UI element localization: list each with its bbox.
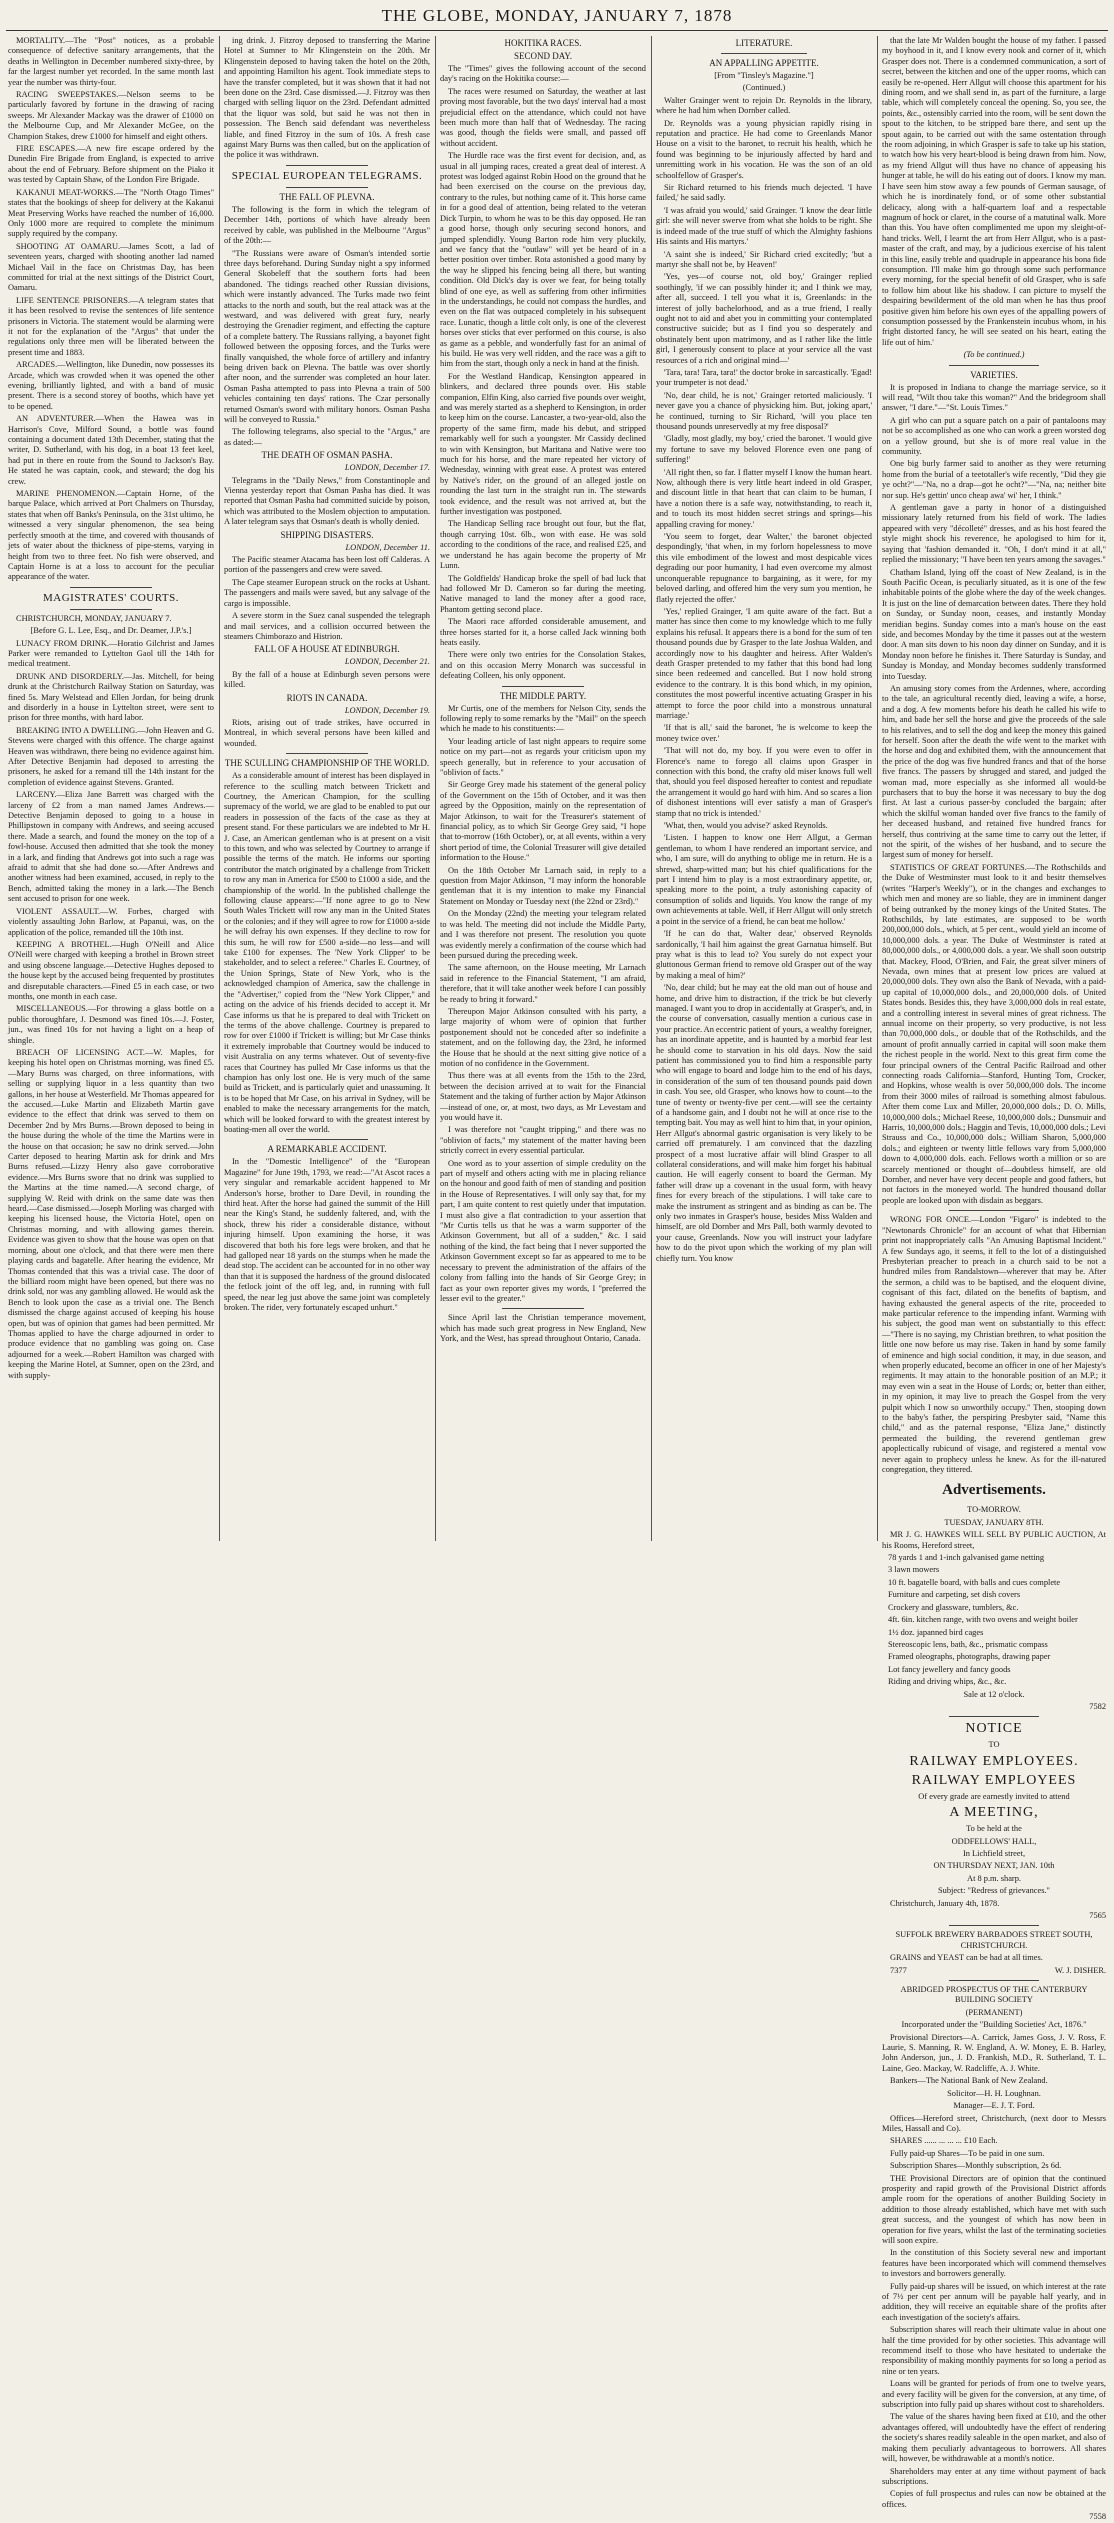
paragraph: Solicitor—H. H. Loughnan. <box>947 2088 1041 2098</box>
article-subheading: SECOND DAY. <box>513 51 573 61</box>
paragraph: LARCENY.—Eliza Jane Barrett was charged with the larceny of £2 from a man named James Andrews.—Detective Benjamin deposed to going to a house in Phillipstown in company with Andrews, and seeing accused there. Made a search, and found the money on the top of a fowl-house. Accused then admitted that she took the money in a lark, and finding that Andrews got into such a rage was afraid to admit that she had done so.—After Andrews and another witness had been examined, accused, in reply to the Bench, admitted taking the money in a lark.—The Bench sent accused to prison for one week. <box>8 790 214 904</box>
paragraph: 'What, then, would you advise?' asked Reynolds. <box>664 821 828 831</box>
paragraph: VIOLENT ASSAULT.—W. Forbes, charged with violently assaulting John Barlow, at Papanui, was, on the application of the police, remanded till the 10th inst. <box>8 906 214 937</box>
paragraph: The Goldfields' Handicap broke the spell of bad luck that had followed Mr D. Cameron so far during the meeting. Native managed to land the money after a good race, Phantom getting second place. <box>440 573 646 614</box>
paragraph: AN ADVENTURER.—When the Hawea was in Harrison's Cove, Milford Sound, a bottle was found containing a document dated 13th December, stating that the writer, D. Sutherland, with his dog, in a boat 13 feet keel, had put in there en route from the Sound to Jackson's Bay. He stated he was captain, cook, and steward; the dog his crew. <box>8 414 214 486</box>
column-rule <box>651 36 652 1541</box>
paragraph: Mr Curtis, one of the members for Nelson City, sends the following reply to some remarks by the "Mail" on the speech which he made to his constituents:— <box>440 703 646 734</box>
paragraph: 'If he can do that, Walter dear,' observed Reynolds sardonically, 'I hail him against the great Garnatua himself. But pray what is this to lead to? You surely do not expect your gluttonous German friend to remove old Grasper out of the way by making a meal of him?' <box>656 929 872 980</box>
paragraph: SHARES ...... ... ... ... £10 Each. <box>890 2136 998 2146</box>
list-item: Crockery and glassware, tumblers, &c. <box>888 1602 1019 1612</box>
paragraph: 'Yes, yes—of course not, old boy,' Grainger replied soothingly, 'if we can possibly hinder it; and I think we may, after all, succeed. I tell you what it is, Greenlands: in the interest of jolly bachelorhood, and as a true friend, I really ought not to aid and abet you in committing your contemplated constructive suicide; but as I find you so desperately and obstinately bent upon matrimony, and as I rather like the little girl, I generously consent to place at your service all the vast resources of a rich and original mind—' <box>656 272 872 365</box>
paragraph: 'Gladly, most gladly, my boy,' cried the baronet. 'I would give my fortune to save my beloved Florence even one pang of suffering!' <box>656 434 872 465</box>
article-heading: THE SCULLING CHAMPIONSHIP OF THE WORLD. <box>224 758 430 769</box>
paragraph: The same afternoon, on the House meeting, Mr Larnach said in reference to the Financial Statement, "I am afraid, therefore, that it will take another week before I can possibly be ready to bring it forward." <box>440 963 646 1004</box>
paragraph: 'No, dear child; but he may eat the old man out of house and home, and drive him to distraction, if the trick be but cleverly managed. I want you to drop in accidentally at Grasper's, and, in the course of conversation, casually mention a curious case in your practice. An eccentric patient of yours, a wealthy foreigner, has an inordinate appetite, and is haunted by a morbid fear lest he should come to starvation in his old days. Now the said patient has commissioned you to find him a responsible party who will engage to board and lodge him to the end of his days, in consideration of the sum of ten thousand pounds paid down in cash. You see, old Grasper, who knows how to count—to the tune of twenty or twenty-five per cent.—will see the certainty of a handsome gain, and I doubt not he will at once rise to the tempting bait. You may as well hint to him that, in your opinion, Herr Allgut's abnormal gastric organisation is very likely to be carried off prematurely. I am convinced that the dazzling prospect of a most lucrative affair will blind Grasper to all collateral considerations, and will make him forget his habitual caution. He will eagerly consent to board the German. My father will draw up a covenant in the usual form, with heavy fines for every breach of the stipulations. I will take care to make the instrument as stringent and as binding as can be. The only two inmates in Grasper's house, besides Miss Walden and himself, are old Dornber and Mrs Pall, both warmly devoted to your cause, Greenlands. Now you will instruct your ladyfare how to do the pivot upon which the working of my plan will chiefly turn. You know <box>656 983 872 1263</box>
paragraph: MARINE PHENOMENON.—Captain Horne, of the barque Palace, which arrived at Port Chalmers on Thursday, states that when off Banks's Peninsula, on the 31st ultimo, he witnessed a very singular phenomenon, the sea being perfectly smooth at the time, and covered with thousands of jets of water about the thickness of pipe-stems, varying in height from two to three feet. No fish were observed, and Captain Horne is at a loss to account for the peculiar appearance of the water. <box>8 489 214 582</box>
column-2 <box>224 36 430 1541</box>
paragraph: One word as to your assertion of simple credulity on the part of myself and others acting with me in placing reliance on the honour and good faith of men of standing and position in the House of Representatives. I will only say that, for my part, I am quite content to rest quietly under that imputation. I must also give a flat contradiction to your assertion that "Mr Curtis tells us that he was a warm supporter of the Atkinson Government, but all of a sudden," &c. I said nothing of the kind, the fact being that I never supported the Atkinson Government except so far as appeared to me to be necessary to prevent the administration of the affairs of the colony from falling into the hands of Sir George Grey; in fact as your own reporter gives my words, I "preferred the lesser evil to the greater." <box>440 1158 646 1303</box>
masthead: THE GLOBE, MONDAY, JANUARY 7, 1878 <box>381 6 733 25</box>
divider <box>949 1925 1039 1926</box>
list-item: Stereoscopic lens, bath, &c., prismatic compass <box>888 1639 1048 1649</box>
section-heading: LITERATURE. <box>735 38 793 48</box>
paragraph: MISCELLANEOUS.—For throwing a glass bottle on a public thoroughfare, J. Desmond was fined 10s.—J. Foster, jun., was fined 10s for not having a light on a heap of shingle. <box>8 1004 214 1045</box>
paragraph: Subscription Shares—Monthly subscription, 2s 6d. <box>890 2161 1062 2171</box>
article-heading: VARIETIES. <box>970 369 1018 380</box>
article-heading: RIOTS IN CANADA. <box>286 692 368 703</box>
divider <box>286 753 368 754</box>
divider <box>286 1139 368 1140</box>
divider <box>286 187 368 188</box>
brewery-heading: SUFFOLK BREWERY BARBADOES STREET SOUTH, CHRISTCHURCH. <box>895 1930 1093 1950</box>
paragraph: In the constitution of this Society several new and important features have been incorporated which will commend themselves to investors and borrowers generally. <box>882 2248 1106 2279</box>
article-heading: THE FALL OF PLEVNA. <box>279 191 375 202</box>
column-4 <box>656 36 872 1541</box>
column-rule <box>877 36 878 1541</box>
paragraph: On the 18th October Mr Larnach said, in reply to a question from Major Atkinson, "I may inform the honorable gentleman that it is my intention to make my Financial Statement on Monday or Tuesday next (the 22nd or 23rd)." <box>440 865 646 906</box>
divider <box>721 53 807 54</box>
paragraph: 'Tara, tara! Tara, tara!' the doctor broke in sarcastically. 'Egad! your trumpeter is not dead.' <box>656 367 872 388</box>
column-rule <box>219 36 220 1541</box>
dateline: LONDON, December 11. <box>345 542 430 552</box>
paragraph: For the Westland Handicap, Kensington appeared in blinkers, and declared three pounds over. His stable companion, Elfin King, also carried five pounds over weight, and was merely started as a shepherd to Kensington, in order to keep him on the course. Lancaster, a two-year-old, also the property of the same firm, made his debut, and stripped remarkably well for such a youngster. Mr Cassidy declined to win with Kensington, but Maritana and Native were too much for his horse, and the mare repeated her victory of Wednesday, winning with great ease. A protest was entered by Native's rider, on the ground of an alleged jostle on rounding the last turn in the straight run in. The stewards took evidence, and the result was not arrived at, but the further investigation was postponed. <box>440 371 646 517</box>
list-item: Framed oleographs, photographs, drawing paper <box>888 1652 1051 1662</box>
paragraph: Manager—E. J. T. Ford. <box>953 2101 1035 2111</box>
notice-line: At 8 p.m. sharp. <box>967 1873 1021 1883</box>
paragraph: THE Provisional Directors are of opinion that the continued prosperity and rapid growth of the Provisional District affords ample room for the operations of another Building Society in addition to those already established, which have met with such great success, and the youngest of which has now been in operation for five years, whilst the last of the terminating societies will soon expire. <box>882 2173 1106 2245</box>
list-item: Furniture and carpeting, set dish covers <box>888 1590 1021 1600</box>
ad-date: TUESDAY, JANUARY 8TH. <box>944 1517 1044 1527</box>
paragraph: 'I was afraid you would,' said Grainger. 'I know the dear little girl: she will never swerve from what she holds to be right. She is indeed made of the true stuff of which the Almighty fashions His saints and His martyrs.' <box>656 205 872 247</box>
paragraph: ARCADES.—Wellington, like Dunedin, now possesses its Arcade, which was crowded when it was opened the other evening, brilliantly lighted, and with a band of music present. There is a second storey of booths, which have yet to be opened. <box>8 360 214 411</box>
article-heading: THE DEATH OF OSMAN PASHA. <box>261 450 393 461</box>
continued-note: (Continued.) <box>742 83 786 93</box>
list-item: 4ft. 6in. kitchen range, with two ovens and weight boiler <box>888 1615 1078 1625</box>
paragraph: In the "Domestic Intelligence" of the "European Magazine" for June 19th, 1793, we read:—"At Ascot races a very singular and remarkable accident happened to Mr Anderson's horse, brother to Dare Devil, in rounding the third heat. After the horse had gained the summit of the Hill near the King's Stand, he suddenly faltered, and, with the shock, threw his rider a considerable distance, without injuring himself. Upon examining the horse, it was discovered that both his fore legs were broken, and that he had galloped near 18 yards on the stumps when he made the dead stop. The accident can be accounted for in no other way than that it is supposed the hardness of the ground dislocated the fetlock joint of the off leg, and, in running with full speed, the near leg just above the same joint was completely broken. The rider, very fortunately escaped unhurt." <box>224 1157 430 1313</box>
list-item: Lot fancy jewellery and fancy goods <box>888 1664 1011 1674</box>
notice-hall: ODDFELLOWS' HALL, <box>951 1836 1037 1846</box>
paragraph: STATISTICS OF GREAT FORTUNES.—The Rothschilds and the Duke of Westminster must look to it and besitr themselves (writes "Harper's Weekly"), or in the changes and exchanges to which men and money are so liable, they are in imminent danger of being outranked by the money kings of the United States. The Rothschilds, by late estimates, are supposed to be worth 200,000,000 dols., which, at 5 per cent., would yield an income of 10,000,000 dols. a year. The Duke of Westminster is rated at 80,000,000 dols., or 4,000,000 dols. a year. We shall soon outstrip that. Mackey, Flood, O'Brien, and Fair, the great silver miners of Nevada, own mines that at present low prices are valued at 20,000,000 dols. They own also the Bank of Nevada, with a paid-up capital of 10,000,000 dols., and 20,000,000 dols. of United States bonds. Besides this, they have 3,000,000 dols in real estate, and a controlling interest in several mines of great richness. The annual income on their property, so very productive, is not less than 70,000,000 dols., or double that of the Rothschilds, and the amount of profit annually carried in capital will soon make them the richest people in the world. Next to this great firm come the four principal owners of the Central Pacific Railroad and other connecting roads California—Stanford, Hunting Tom, Crocker, and Hopkins, whose wealth is over 50,000,000 dols. The income from their 3000 miles of railroad is something almost fabulous. After them come Lux and Miller, 20,000,000 dols.; D. O. Mills, 10,000,000 dols.; Michael Reese, 10,000,000 dols.; Dunsmuir and Harris, 10,000,000 dols.; Haggin and Tevis, 10,000,000 dols.; Levi Strauss and Co., 10,000,000 dols.; William Sharon, 5,000,000 dols.; and eighteen or twenty little fellows vary from 5,000,000 down to 4,000,000 dols. each. Fellows worth a million or so are scarcely mentioned or thought of—doubtless himself, are old Dornber, and never have very decent people and good fathers, but not factors in the moneyed world. The hundred thousand dollar people are looked upon with disdain as beggars. <box>882 862 1106 1205</box>
section-heading: MAGISTRATES' COURTS. <box>42 591 179 604</box>
notice-line: In Lichfield street, <box>962 1848 1026 1858</box>
ad-number: 7582 <box>1089 1701 1106 1711</box>
paragraph: that the late Mr Walden bought the house of my father. I passed my boyhood in it, and I know every nook and corner of it, which Grasper does not. There is a condemned communication, a sort of secret, between the kitchen and one of the upper rooms, which can easily be re-opened. Herr Allgut will choose this apartment for his dining room, and we shall send in, as part of the furniture, a large table, which will completely conceal the opening. So, you see, the points, &c., ostensibly carried into the room, will be sent down the spout to the kitchen, to be stripped bare there, and sent up the spout again, to be carried out with the same ostentation through the room adjoining, in which Grasper is safe to take up his station, to watch how his very heart-blood is being drawn from him. Now, as my friend Allgut will thus have no chance of appeasing his hunger at table, he will do his eating out of doors. I know my man. I have seen him stow away a few pounds of German sausage, of which he is inordinately fond, or of some other substantial delicacy, along with a half-quartern loaf and a respectable magnum of hock or claret, in the course of a matutinal walk. More than this. You have often complimented me upon my sleight-of-hand tricks. Well, I learnt the art from Herr Allgut, who is a past-master of the craft, and may, by a judicious exercise of his talent in this line, easily treble and quadruple in appearance his bona fide consumption. I'll make him go through some such performance every morning, for the special benefit of old Grasper, who is safe to follow him about like his shadow. I can picture to myself the despairing bewilderment of the old man when he has thus proof positive given him before his own eyes of the appalling powers of consumption possessed by the Frankenstein incubus whom, in his fright distorted fancy, he will see seated on his heart, eating the life out of him.' <box>882 36 1106 347</box>
paragraph: Copies of full prospectus and rules can now be obtained at the offices. <box>882 2489 1106 2509</box>
ad-number <box>882 1966 1106 1976</box>
advertiser-name: W. J. DISHER. <box>1054 1965 1106 1975</box>
prospectus-inc: Incorporated under the "Building Societies' Act, 1876." <box>901 2020 1087 2030</box>
paragraph: The following is the form in which the telegram of December 14th, portions of which have already been received by cable, was published in the Melbourne "Argus" of the 20th:— <box>224 204 430 246</box>
list-item: 3 lawn mowers <box>888 1565 940 1575</box>
notice-line: Christchurch, January 4th, 1878. <box>890 1898 1000 1908</box>
notice-lead: RAILWAY EMPLOYEES <box>911 1772 1077 1788</box>
paragraph: Sir George Grey made his statement of the general policy of the Government on the 15th of October, and it was then agreed by the Opposition, mainly on the representation of Major Atkinson, to wait for the Treasurer's statement of financial policy, as to which Sir George Grey said, "I hope that to-morrow (16th October), or, at all events, within a very short period of time, the Colonial Treasurer will give detailed information to the House." <box>440 780 646 863</box>
paragraph: Chatham Island, lying off the coast of New Zealand, is in the South Pacific Ocean, is peculiarly situated, as it is one of the few inhabitable points of the globe where the day of the week changes. It is just on the line of demarcation between dates. There they hold on Sunday, or Sunday noon, ceases, and instantly Monday meridian begins. Sunday comes into a man's house on the east side, and becomes Monday by the time it passes out at the western door. A man sits down to his noon day dinner on Sunday, and it is Monday noon before he finishes it. There Saturday is Sunday, and Sunday is Monday, and Monday becomes suddenly transformed into Tuesday. <box>882 567 1106 681</box>
divider <box>70 587 152 588</box>
paragraph: BREACH OF LICENSING ACT.—W. Maples, for keeping his hotel open on Christmas morning, was fined £5.—Mary Burns was charged, on three informations, with selling or supplying liquor in a less quantity than two gallons, in her house at Westerfield. Mr Thomas appeared for the accused.—Luke Martin and Elizabeth Martin gave evidence to the effect that drink was served to them on December 2nd by Mrs Burns.—Brown deposed to being in the house during the whole of the time the Martins were in the house on that occasion; he saw no drink served.—John Carter deposed to hearing Martin ask for drink and Mrs Burns refused.—Lizzy Henry also gave corroborative evidence.—Mrs Burns swore that no drink was supplied to the Martins at the time named.—A second charge, of supplying W. Reid with drink on the same date was then heard.—Case dismissed.—Joseph Morling was charged with keeping his licensed house, the Victoria Hotel, open on Christmas morning, and with allowing games therein. Evidence was given to show that the house was open on that morning, about one o'clock, and that there were men there playing cards and bagatelle. After hearing the evidence, Mr Thomas contended that this was a trivial case. The door of the billiard room might have been opened, but there was no drink sold, nor was any gambling allowed. He would ask the Bench to look upon the case as a trivial one. The Bench dismissed the charge against accused of keeping his house open, but was of opinion that games had been permitted. Mr Thomas applied to have the charge adjourned in order to produce evidence that no gambling was going on. Case adjourned for a week.—Robert Hamilton was charged with keeping the Marine Hotel, at Sumner, open on the 23rd, and with supply- <box>8 1047 214 1380</box>
dateline: CHRISTCHURCH, MONDAY, JANUARY 7. <box>16 613 172 623</box>
ad-number: 7377 <box>890 1965 907 1975</box>
paragraph: The Maori race afforded considerable amusement, and three horses started for it, a horse called Jack winning both heats easily. <box>440 617 646 647</box>
masthead-rule <box>6 30 1108 31</box>
paragraph: Telegrams in the "Daily News," from Constantinople and Vienna yesterday report that Osman Pasha has died. It was reported that Osman Pasha had committed suicide by poison, which was attributed to the Moslem objection to amputation. A later telegram says that Osman's death is wholly denied. <box>224 475 430 527</box>
list-item: 1½ doz. japanned bird cages <box>888 1627 984 1637</box>
paragraph: 'A saint she is indeed,' Sir Richard cried excitedly; 'but a martyr she shall not be, by Heaven!' <box>656 249 872 269</box>
divider <box>949 1210 1039 1211</box>
notice-to: TO <box>988 1740 1000 1750</box>
notice-line: To be held at the <box>966 1824 1022 1834</box>
paragraph: It is proposed in Indiana to change the marriage service, so it will read, "Wilt thou take this woman?" And the bridegroom shall answer, "I dare."—"St. Louis Times." <box>882 382 1106 413</box>
paragraph: Shareholders may enter at any time without payment of back subscriptions. <box>882 2466 1106 2486</box>
article-heading: SHIPPING DISASTERS. <box>280 529 374 540</box>
paragraph: A gentleman gave a party in honor of a distinguished missionary lately returned from his field of work. The ladies appeared with very "décolleté" dresses, and as his host feared the style might shock his reverence, he apologised to him for it, saying that 'fashion demanded it. "Oh, I don't mind it at all," replied the missionary; "I have been ten years among the savages." <box>882 503 1106 565</box>
paragraph: The Cape steamer European struck on the rocks at Ushant. The passengers and mails were saved, but any salvage of the cargo is impossible. <box>224 577 430 608</box>
paragraph: Loans will be granted for periods of from one to twelve years, and every facility will be given for the conversion, at any time, of subscription into fully paid up shares without cost to shareholders. <box>882 2379 1106 2410</box>
article-heading: FALL OF A HOUSE AT EDINBURGH. <box>254 644 400 655</box>
ad-number: 7565 <box>1089 1911 1106 1920</box>
paragraph: 'That will not do, my boy. If you were even to offer in Florence's name to forego all claims upon Grasper in connection with this bond, the crafty old miser knows full well that, should you feel disposed hereafter to contest and repudiate the arrangement it would go hard with him. And so scares a lion of dishonest intentions will ever satisfy a man of Grasper's stamp that no trick is intended.' <box>656 746 872 818</box>
dateline: LONDON, December 21. <box>344 657 430 667</box>
column-5 <box>882 36 1106 2522</box>
column-1 <box>8 36 214 1541</box>
paragraph: Thus there was at all events from the 15th to the 23rd, between the decision arrived at to wait for the Financial Statement and the taking of further action by Major Atkinson—instead of one, or, at most, two days, as Mr Levestam and you would have it. <box>440 1071 646 1122</box>
paragraph: KEEPING A BROTHEL.—Hugh O'Neill and Alice O'Neill were charged with keeping a brothel in Brown street and using obscene language.—Detective Hughes deposed to the house kept by the accused being frequented by prostitutes and disreputable characters.—Fined £5 in each case, or two months, one month in each case. <box>8 939 214 1001</box>
dateline: LONDON, December 17. <box>344 463 430 473</box>
notice-line: Of every grade are earnestly invited to attend <box>918 1791 1070 1801</box>
paragraph: LIFE SENTENCE PRISONERS.—A telegram states that it has been resolved to revise the sentences of life sentence prisoners in Victoria. The statement would be alarming were it not for the explanation of the "Argus" that under the regulations only three men will be liberated between the present time and 1883. <box>8 295 214 357</box>
paragraph: A girl who can put a square patch on a pair of pantaloons may not be so accomplished as one who can work a green worsted dog on a yellow ground, but she is of more real value in the community. <box>882 415 1106 457</box>
paragraph: The Hurdle race was the first event for decision, and, as usual in all jumping races, created a great deal of interest. A protest was lodged against Robin Hood on the ground that he had been exercised on the course on the previous day, contrary to the rules, but nothing came of it. This horse came in for a good deal of attention, being related to the veteran Dick Turpin, to whom he was to be this day opposed. He ran a good horse, though only securing second honors, and jumped splendidly. Young Barton rode him very pluckily, and we fancy that the "outlaw" will yet be heard of in a better position over timber. Rota astonished a good many by the way he slipped his fencing being all there, but wanting condition. Old Dick's day is over we fear, for being totally blind of one eye, as well as suffering from other infirmities in the understandings, he could not compass the hurdles, and even on the flat was outpaced completely in his subsequent race. Lunatic, though a little colt only, is one of the cleverest horses over sticks that ever performed on this course, is also as game as a pebble, and wonderfully fast for an animal of his build. He was very well ridden, and the race was a gift to him from the start, though only a neck in hand at the finish. <box>440 151 646 369</box>
paragraph: Offices—Hereford street, Christchurch, (next door to Messrs Miles, Hassall and Co). <box>882 2113 1106 2133</box>
advertisements-heading: Advertisements. <box>942 1482 1046 1499</box>
paragraph: 'Listen. I happen to know one Herr Allgut, a German gentleman, to whom I have rendered an important service, and who, I am sure, will do anything to oblige me in return. He is a shrewd, sharp-witted man; but his chief qualifications for the part I intend him to play is a most extraordinary appetite, or, speaking more to the point, a truly astonishing capacity of consumption of solids and liquids. You know the range of my own achievements at table. Well, if Herr Allgut will only stretch a point in the service of a friend, he can beat me hollow.' <box>656 833 872 926</box>
paragraph: Fully paid-up shares will be issued, on which interest at the rate of 7½ per cent per annum will be payable half yearly, and in addition, they will receive an equitable share of the profits after each investigation of the society's affairs. <box>882 2281 1106 2322</box>
column-3 <box>440 36 646 1541</box>
paragraph: 'Yes,' replied Grainger, 'I am quite aware of the fact. But a matter has since then come to my knowledge which to me fully explains his refusal. It appears there is a bond for the sum of ten thousand pounds due by Grasper to the late Joshua Walden, and accordingly now to his daughter and heiress. After Walden's death Grasper pretended to my father that this bond had long since been redeemed and cancelled. But I now hold strong evidence to the contrary. It is this bond which, in my opinion, constitutes the most powerful incentive actuating Grasper in his attempt to force the poor child into a monstrous unnatural marriage.' <box>656 606 872 720</box>
list-item: 10 ft. bagatelle board, with balls and cues complete <box>888 1577 1061 1587</box>
paragraph: Fully paid-up Shares—To be paid in one sum. <box>890 2148 1045 2158</box>
paragraph: I was therefore not "caught tripping," and there was no "oblivion of facts," my statement of the matter having been strictly correct in every essential particular. <box>440 1125 646 1156</box>
paragraph: "The Russians were aware of Osman's intended sortie three days beforehand. During Sunday night a spy informed General Skobeleff that the southern forts had been abandoned. The tidings reached other Russian divisions, which were instantly advanced. The Turks made two feint attacks to the north and south, but the real attack was at the westward, and was delivered with great fury, nearly destroying the Grenadier regiment, and effecting the capture of a complete battery. The Russians rallying, a bayonet fight followed between the opposing forces, and the Turks were finally vanquished, the whole force of artillery and infantry being driven back on Plevna. The battle was over shortly after noon, and the surrender was completed an hour later. Osman Pasha attempted to pass into Plevna a train of 500 vehicles containing ten days' rations. The Czar personally returned Osman's sword with military honors. Osman Pasha will be conveyed to Russia." <box>224 248 430 424</box>
source-note: [From "Tinsley's Magazine."] <box>714 71 814 80</box>
article-heading: A REMARKABLE ACCIDENT. <box>267 1144 387 1155</box>
article-heading: THE MIDDLE PARTY. <box>499 690 587 701</box>
paragraph: Riots, arising out of trade strikes, have occurred in Montreal, in which several persons have been killed and wounded. <box>224 717 430 748</box>
paragraph: A severe storm in the Suez canal suspended the telegraph and mail services, and a collision occurred between the steamers Chimborazo and Histrion. <box>224 611 430 641</box>
paragraph: Thereupon Major Atkinson consulted with his party, a large majority of whom were of opinion that further postponement should not be conceded after so indefinite a statement, and on the following day, the 23rd, he informed the House that he should at the next sitting give notice of a motion of no confidence in the Government. <box>440 1006 646 1068</box>
article-heading: AN APPALLING APPETITE. <box>709 58 819 68</box>
paragraph: The Pacific steamer Atacama has been lost off Calderas. A portion of the passengers and crew were saved. <box>224 555 430 575</box>
ad-body: MR J. G. HAWKES WILL SELL BY PUBLIC AUCTION, At his Rooms, Hereford street, <box>882 1530 1106 1550</box>
prospectus-sub: (PERMANENT) <box>965 2007 1023 2017</box>
paragraph: One big burly farmer said to another as they were returning home from the burial of a teetotaller's wife recently, "Did they gie ye ocht?"—"Na, no a drap—got he ocht?"—"Na, na; neither bite nor sup. He's gettin' unco cheap awa' wi' her, I think." <box>882 459 1106 500</box>
to-be-continued: (To be continued.) <box>963 350 1025 360</box>
divider <box>502 686 584 687</box>
paragraph: Walter Grainger went to rejoin Dr. Reynolds in the library, where he had him when Dornber called. <box>656 95 872 116</box>
paragraph: The following telegrams, also special to the "Argus," are as dated:— <box>224 427 430 447</box>
notice-line: Subject: "Redress of grievances." <box>938 1886 1050 1896</box>
paragraph: On the Monday (22nd) the meeting your telegram related to was held. The meeting did not include the Middle Party, and I was therefore not present. The resolution you quote was evidently merely a confirmation of the course which had been pursued during the preceding week. <box>440 909 646 960</box>
paragraph: KAKANUI MEAT-WORKS.—The "North Otago Times" states that the bookings of sheep for delivery at the Kakanui Meat Preserving Works have reached the number of 16,000. Only 1000 more are required to complete the minimum supply required by the company. <box>8 187 214 239</box>
divider <box>949 1716 1039 1717</box>
article-heading: HOKITIKA RACES. <box>504 38 582 48</box>
meeting-heading: A MEETING, <box>949 1805 1039 1821</box>
divider <box>949 365 1039 366</box>
paragraph: MORTALITY.—The "Post" notices, as a probable consequence of defective sanitary arrangements, that the deaths in Wellington in December numbered sixty-three, by far the largest number yet recorded. In the same month last year the number was thirty-four. <box>8 36 214 87</box>
paragraph: Provisional Directors—A. Carrick, James Goss, J. V. Ross, F. Laurie, S. Manning, R. W. England, A. W. Money, E. B. Harley, John Anderson, jun., J. D. Frankish, M.D., R. Sutherland, T. L. Laine, Geo. Mackay, W. Radcliffe, A. J. White. <box>882 2032 1106 2073</box>
ad-number: 7558 <box>1089 2512 1106 2522</box>
paragraph: ing drink. J. Fitzroy deposed to transferring the Marine Hotel at Sumner to Mr Klingenstein on the 20th. Mr Klingenstein deposed to having taken the hotel on the 20th, and appointing Hamilton his agent. Took immediate steps to have the transfer completed, but it was shown that it had not been done on the 23rd. Case dismissed.—J. Fitzroy was then charged with selling liquor on the 23rd. Defendant admitted that the liquor was sold, but said he was not then in possession. The Bench said defendant was nevertheless liable, and fined Fitzroy in the sum of 10s. A fresh case against Mary Burns was then called, but on the application of the police it was withdrawn. <box>224 36 430 160</box>
paragraph: LUNACY FROM DRINK.—Horatio Gilchrist and James Parker were remanded to Lyttelton Gaol till the 14th for medical treatment. <box>8 638 214 669</box>
divider <box>70 609 152 610</box>
paragraph: 'No, dear child, he is not,' Grainger retorted maliciously. 'I never gave you a chance of physicking him. But, joking apart,' he continued, turning to Sir Richard, 'will you place ten thousand pounds unreservedly at my free disposal?' <box>656 390 872 431</box>
notice-subject: RAILWAY EMPLOYEES. <box>909 1753 1079 1769</box>
paragraph: Bankers—The National Bank of New Zealand. <box>890 2076 1048 2086</box>
paragraph: As a considerable amount of interest has been displayed in reference to the sculling match between Trickett and Courtney, the American Champion, for the sculling supremacy of the world, we are glad to be enabled to put our readers in possession of the facts of the case as they at present stand. For these particulars we are indebted to Mr H. J. Case, an American gentleman who is at present on a visit to this town, and who was selected by Courtney to arrange if possible the terms of the match. He informs our sporting contributor the match originated by a challenge from Trickett to row any man in America for £500 to £1000 a side, and the championship of the world. In the published challenge the following clause appears:—"If none agree to go to New South Wales Trickett will row any man in the United States or the colonies; and if they will agree to row for £1000 a-side he will defray his own expenses. If they decline to row for this sum, he will row for £500 a-side—no less—and will take £100 for expenses. The 'New York Clipper' to be stakeholder, and to select a referee." Charles E. Courtney, of the Union Springs, State of New York, who is the acknowledged champion of America, saw the challenge in the "Advertiser," copied from the "New York Clipper," and acting on the advice of his friends decided to accept it. Mr Case informs us that he is prepared to deal with Trickett on the terms of the above challenge. Courtney is prepared to row for over £1000 if Trickett is willing; but Mr Case thinks it extremely improbable that Courtney would be induced to visit Australia on any terms whatever. Out of seventy-five races that Courtney has pulled Mr Case informs us that the champion has only lost one. He is very much of the same build as Trickett, and is particularly quiet and unassuming. It is to be hoped that Mr Case, on his arrival in Sydney, will be enabled to make the necessary arrangements for the match, which will be looked forward to with the greatest interest by boating-men all over the world. <box>224 771 430 1134</box>
paragraph: 'If that is all,' said the baronet, 'he is welcome to keep the money twice over.' <box>656 723 872 743</box>
prospectus-heading: ABRIDGED PROSPECTUS OF THE CANTERBURY BUILDING SOCIETY <box>900 1985 1088 2005</box>
paragraph: RACING SWEEPSTAKES.—Nelson seems to be particularly favored by fortune in the drawing of racing sweeps. Mr Alexander Mackay was the drawer of £1000 on the Melbourne Cup, and Mr Alexander McGee, on the Champion Stakes, drew £1000 for himself and eight others. <box>8 90 214 141</box>
paragraph: The Handicap Selling race brought out four, but the flat, though carrying 10st. 6lb., won with ease. He was sold according to the conditions of the race, and realised £25, and we understand he has again become the property of Mr Lunn. <box>440 519 646 571</box>
paragraph: The value of the shares having been fixed at £10, and the other advantages offered, will undoubtedly have the effect of rendering the society's shares readily saleable in the open market, and also of making them peculiarly advantageous to borrowers. All shares will, however, be withdrawable at a month's notice. <box>882 2412 1106 2464</box>
paragraph: The "Times" gives the following account of the second day's racing on the Hokitika course:— <box>440 64 646 84</box>
column-rule <box>435 36 436 1541</box>
paragraph: Dr. Reynolds was a young physician rapidly rising in reputation and practice. He had come to Greenlands Manor House on a visit to the baronet, to recruit his health, which he found was beginning to be injuriously affected by hard and unremitting work in his vocation. He was the son of an old schoolfellow of Grasper's. <box>656 118 872 180</box>
paragraph: Since April last the Christian temperance movement, which has made such great progress in New England, New York, and the West, has spread throughout Ontario, Canada. <box>440 1313 646 1344</box>
paragraph: Sir Richard returned to his friends much dejected. 'I have failed,' he said sadly. <box>656 183 872 203</box>
ad-sale-time: Sale at 12 o'clock. <box>963 1689 1025 1699</box>
paragraph: An amusing story comes from the Ardennes, where, according to the tale, an agricultural recently died, leaving a wife, a horse, and a dog. A few moments before his death he called his wife to him, and bade her sell the horse and give the proceeds of the sale to his relatives, and to sell the dog and keep the money this gained for herself. Soon after the death the wife went to the market with the horse and dog and exhibited them, with the announcement that the price of the dog was five hundred francs and that of the horse five francs. The passers by shrugged and stared, and judged the woman mad, more especially as she informed all would-be purchasers that to buy the horse it was necessary to buy the dog first. At last a curious passer-by concluded the bargain; after which the skilful woman handed over five francs to the family of her deceased husband, and retained five hundred francs for herself, thus contriving at the same time to carry out the letter, if not the spirit, of the wishes of her husband, and to secure the largest sum of money for herself. <box>882 683 1106 860</box>
paragraph: DRUNK AND DISORDERLY.—Jas. Mitchell, for being drunk at the Christchurch Railway Station on Saturday, was fined 5s. Mary Welstead and Ellen Jordan, for being drunk and disorderly in a house in Lyttelton street, were sent to prison for three months, with hard labor. <box>8 671 214 723</box>
paragraph: There were only two entries for the Consolation Stakes, and on this occasion Merry Monarch was successful in defeating Colleen, his only opponent. <box>440 650 646 681</box>
divider <box>286 165 368 166</box>
paragraph: The races were resumed on Saturday, the weather at last proving most favorable, but the two days' interval had a most prejudicial effect on the attendance, which could not have been much more than half that of Wednesday. The racing was good, though the fields were small, and passed off without accident. <box>440 86 646 148</box>
list-item: Riding and driving whips, &c., &c. <box>888 1677 1007 1687</box>
paragraph: FIRE ESCAPES.—A new fire escape ordered by the Dunedin Fire Brigade from England, is expected to arrive about the end of February. Before shipment on the Piako it was tested by Captain Shaw, of the London Fire Brigade. <box>8 144 214 185</box>
list-item: 78 yards 1 and 1-inch galvanised game netting <box>888 1553 1045 1563</box>
paragraph: Your leading article of last night appears to require some notice on my part—not as regards your criticism upon my speech generally, but in reference to your accusation of "oblivion of facts." <box>440 736 646 777</box>
paragraph: SHOOTING AT OAMARU.—James Scott, a lad of seventeen years, charged with shooting another lad named Michael Vail in the face on Christmas Day, has been committed for trial at the next sittings of the District Court, Oamaru. <box>8 241 214 293</box>
bench-note: [Before G. L. Lee, Esq., and Dr. Deamer, J.P.'s.] <box>30 626 192 636</box>
divider <box>949 1980 1039 1981</box>
section-heading: SPECIAL EUROPEAN TELEGRAMS. <box>231 169 423 182</box>
paragraph: Subscription shares will reach their ultimate value in about one half the time provided for by other societies. This advantage will recommend itself to those who have hesitated to undertake the responsibility of making monthly payments for so long a period as nine or ten years. <box>882 2325 1106 2376</box>
paragraph: BREAKING INTO A DWELLING.—John Heaven and G. Stevens were charged with this offence. The charge against Heaven was withdrawn, there being no evidence against him. After Detective Benjamin had deposed to arresting the prisoners, he asked for a remand till the 14th instant for the completion of evidence against Stevens. Granted. <box>8 725 214 787</box>
divider <box>502 1308 584 1309</box>
brewery-body: GRAINS and YEAST can be had at all times. <box>890 1953 1043 1963</box>
paragraph: 'All right then, so far. I flatter myself I know the human heart. Now, although there is very little heart indeed in old Grasper, and discount little in that heart that can claim to be human, I have a notion there is a safe way, notwithstanding, to reach it, and to touch its most hidden secret strings and springs—his appalling craving for money.' <box>656 467 872 529</box>
ad-when: TO-MORROW. <box>967 1505 1021 1515</box>
paragraph: By the fall of a house at Edinburgh seven persons were killed. <box>224 669 430 690</box>
notice-date: ON THURSDAY NEXT, JAN. 10th <box>933 1861 1055 1871</box>
notice-heading: NOTICE <box>965 1721 1023 1737</box>
paragraph: WRONG FOR ONCE.—London "Figaro" is indebted to the "Newtonards Chronicle" for an account of what that Hibernian print not inappropriately calls "An Amusing Baptismal Incident." A few Sundays ago, it seems, it fell to the lot of a distinguished Presbyterian preacher to preach in a church said to be not a hundred miles from Randalstown—wherever that may be. After the sermon, a child was to be baptised, and the eloquent divine, cognisant of this fact, dilated on the benefits of baptism, and having exhausted the general aspects of the rite, proceeded to make particular reference to the impending infant. Warming with his subject, the good man went on substantially to this effect:—"There is no saying, my Christian brethren, to what position the little one now before us may rise. Taken in hand by some family of eminence and high social condition, it may, in due season, and when properly educated, become an officer in one of her Majesty's regiments. It may attain to the honorable position of an M.P.; it may even win a seat in the House of Lords; or, better than either, in my opinion, it may live to preach the Gospel from the very pulpit which I now so unworthily occupy." Then, stooping down to the baby's father, the perspiring Presbyter said, "Name this child," and as the paternal response, "Eliza Jane," distinctly permeated the building, the reverend gentleman grew apoplectically rubicund of visage, and registered a mental vow never again to prophecy unless he knew. As for the ill-natured congregation, they tittered. <box>882 1215 1106 1475</box>
paragraph: 'You seem to forget, dear Walter,' the baronet objected despondingly, 'that when, in my forlorn hopelessness to move this vile embodiment of the lowest and most despicable vices degrading our poor humanity, I had even overcome my almost unconquerable repugnance to bargaining, as it were, for my beloved darling, and offered him the very sum you mention, he flatly rejected the offer.' <box>656 532 872 604</box>
dateline: LONDON, December 19. <box>344 705 430 715</box>
